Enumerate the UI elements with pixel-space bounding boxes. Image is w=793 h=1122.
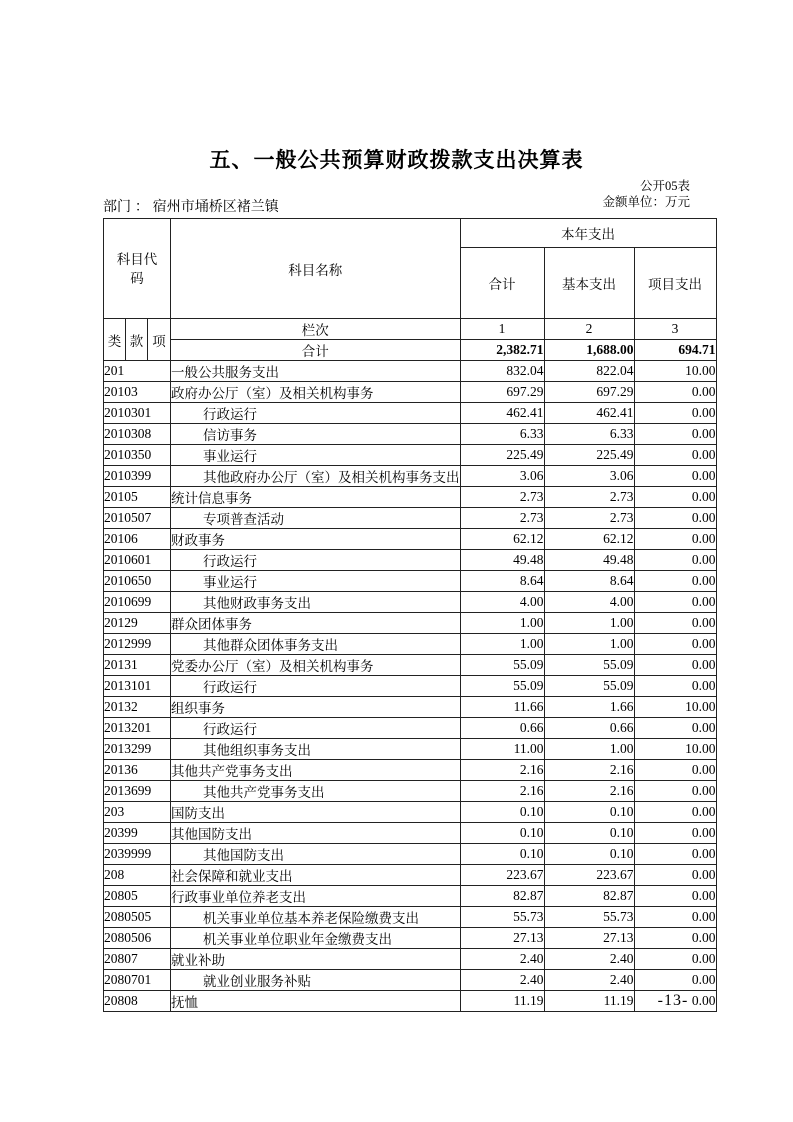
table-row <box>104 592 717 613</box>
basic-value-cell: 6.33 <box>544 424 634 445</box>
basic-value-cell: 0.10 <box>544 844 634 865</box>
table-row <box>104 403 717 424</box>
subject-name-cell: 行政运行 <box>171 676 461 697</box>
subject-code-cell: 20103 <box>104 382 171 403</box>
project-value-cell: 0.00 <box>634 991 716 1012</box>
total-value-cell: 3.06 <box>460 466 544 487</box>
basic-value-cell: 2.16 <box>544 781 634 802</box>
total-value-cell: 832.04 <box>460 361 544 382</box>
basic-value-cell: 27.13 <box>544 928 634 949</box>
basic-value-cell: 2.40 <box>544 949 634 970</box>
basic-value-cell: 2.73 <box>544 508 634 529</box>
subject-code-cell: 20808 <box>104 991 171 1012</box>
subject-name-cell: 组织事务 <box>171 697 461 718</box>
subject-code-cell: 2080505 <box>104 907 171 928</box>
project-value-cell: 10.00 <box>634 361 716 382</box>
project-value-cell: 0.00 <box>634 760 716 781</box>
basic-value-cell: 0.10 <box>544 823 634 844</box>
basic-value-cell: 1.66 <box>544 697 634 718</box>
subject-code-cell: 208 <box>104 865 171 886</box>
total-value-cell: 2.73 <box>460 487 544 508</box>
subject-code-cell: 2080701 <box>104 970 171 991</box>
table-row <box>104 571 717 592</box>
subject-name-cell: 一般公共服务支出 <box>171 361 461 382</box>
basic-value-cell: 55.09 <box>544 655 634 676</box>
table-row <box>104 928 717 949</box>
table-row <box>104 886 717 907</box>
project-value-cell: 0.00 <box>634 928 716 949</box>
basic-value-cell: 0.10 <box>544 802 634 823</box>
subject-name-cell: 事业运行 <box>171 571 461 592</box>
subject-name-cell: 信访事务 <box>171 424 461 445</box>
subject-code-cell: 20106 <box>104 529 171 550</box>
total-value-cell: 8.64 <box>460 571 544 592</box>
subject-name-cell: 抚恤 <box>171 991 461 1012</box>
column-number-2: 2 <box>544 319 634 340</box>
project-value-cell: 0.00 <box>634 655 716 676</box>
subject-name-cell: 事业运行 <box>171 445 461 466</box>
basic-value-cell: 3.06 <box>544 466 634 487</box>
basic-value-cell: 2.40 <box>544 970 634 991</box>
total-value-cell: 55.09 <box>460 676 544 697</box>
subject-name-cell: 行政事业单位养老支出 <box>171 886 461 907</box>
project-value-cell: 0.00 <box>634 508 716 529</box>
table-row <box>104 382 717 403</box>
table-row <box>104 487 717 508</box>
project-value-cell: 0.00 <box>634 970 716 991</box>
total-column-header: 合计 <box>460 248 544 319</box>
subject-name-cell: 其他国防支出 <box>171 844 461 865</box>
project-value-cell: 0.00 <box>634 844 716 865</box>
table-row <box>104 781 717 802</box>
project-value-cell: 0.00 <box>634 949 716 970</box>
subject-name-cell: 统计信息事务 <box>171 487 461 508</box>
subject-code-cell: 2080506 <box>104 928 171 949</box>
project-value-cell: 10.00 <box>634 739 716 760</box>
table-row <box>104 550 717 571</box>
table-row <box>104 865 717 886</box>
subject-code-cell: 2013101 <box>104 676 171 697</box>
grand-total-basic: 1,688.00 <box>544 340 634 361</box>
project-value-cell: 0.00 <box>634 550 716 571</box>
table-meta <box>602 178 690 210</box>
budget-table <box>103 218 717 1012</box>
subject-code-cell: 2010308 <box>104 424 171 445</box>
subject-code-cell: 2010699 <box>104 592 171 613</box>
project-value-cell: 0.00 <box>634 382 716 403</box>
table-row <box>104 445 717 466</box>
project-value-cell: 0.00 <box>634 634 716 655</box>
project-value-cell: 10.00 <box>634 697 716 718</box>
project-value-cell: 0.00 <box>634 571 716 592</box>
project-value-cell: 0.00 <box>634 886 716 907</box>
total-value-cell: 62.12 <box>460 529 544 550</box>
project-value-cell: 0.00 <box>634 592 716 613</box>
table-row <box>104 970 717 991</box>
basic-value-cell: 223.67 <box>544 865 634 886</box>
project-value-cell: 0.00 <box>634 466 716 487</box>
subject-code-cell: 20805 <box>104 886 171 907</box>
subject-code-cell: 2013201 <box>104 718 171 739</box>
total-value-cell: 0.10 <box>460 823 544 844</box>
total-value-cell: 697.29 <box>460 382 544 403</box>
subject-code-cell: 203 <box>104 802 171 823</box>
table-row <box>104 466 717 487</box>
table-row <box>104 655 717 676</box>
total-value-cell: 11.00 <box>460 739 544 760</box>
basic-value-cell: 1.00 <box>544 613 634 634</box>
project-value-cell: 0.00 <box>634 718 716 739</box>
subject-code-cell: 2010350 <box>104 445 171 466</box>
table-row <box>104 424 717 445</box>
basic-value-cell: 11.19 <box>544 991 634 1012</box>
project-value-cell: 0.00 <box>634 802 716 823</box>
basic-value-cell: 62.12 <box>544 529 634 550</box>
total-value-cell: 2.16 <box>460 760 544 781</box>
table-row <box>104 844 717 865</box>
subject-code-cell: 20131 <box>104 655 171 676</box>
grand-total-project: 694.71 <box>634 340 716 361</box>
total-value-cell: 1.00 <box>460 613 544 634</box>
subject-code-cell: 2010507 <box>104 508 171 529</box>
basic-value-cell: 55.09 <box>544 676 634 697</box>
subject-code-cell: 20399 <box>104 823 171 844</box>
subject-name-cell: 行政运行 <box>171 550 461 571</box>
table-row <box>104 991 717 1012</box>
table-row <box>104 508 717 529</box>
basic-value-cell: 2.16 <box>544 760 634 781</box>
total-value-cell: 2.73 <box>460 508 544 529</box>
column-index-label: 栏次 <box>171 319 461 340</box>
project-value-cell: 0.00 <box>634 403 716 424</box>
basic-value-cell: 4.00 <box>544 592 634 613</box>
subject-name-header: 科目名称 <box>171 219 461 319</box>
subject-code-cell: 2012999 <box>104 634 171 655</box>
table-head-section <box>104 219 717 361</box>
basic-value-cell: 697.29 <box>544 382 634 403</box>
basic-value-cell: 0.66 <box>544 718 634 739</box>
subject-code-cell: 2013299 <box>104 739 171 760</box>
project-value-cell: 0.00 <box>634 676 716 697</box>
total-value-cell: 27.13 <box>460 928 544 949</box>
current-year-expenditure-header: 本年支出 <box>460 219 716 248</box>
project-value-cell: 0.00 <box>634 445 716 466</box>
item-header: 项 <box>148 319 171 361</box>
subject-code-cell: 2010601 <box>104 550 171 571</box>
total-value-cell: 0.66 <box>460 718 544 739</box>
subject-code-header: 科目代码 <box>104 219 171 319</box>
total-value-cell: 0.10 <box>460 802 544 823</box>
total-value-cell: 1.00 <box>460 634 544 655</box>
page-number: -13- <box>657 992 689 1009</box>
subject-name-cell: 就业创业服务补贴 <box>171 970 461 991</box>
subject-name-cell: 行政运行 <box>171 718 461 739</box>
grand-total-label: 合计 <box>171 340 461 361</box>
subject-name-cell: 其他共产党事务支出 <box>171 781 461 802</box>
basic-value-cell: 2.73 <box>544 487 634 508</box>
subject-name-cell: 社会保障和就业支出 <box>171 865 461 886</box>
total-value-cell: 2.40 <box>460 970 544 991</box>
subject-name-cell: 行政运行 <box>171 403 461 424</box>
table-row <box>104 907 717 928</box>
table-body <box>104 361 717 1012</box>
column-index-row <box>104 319 717 340</box>
total-value-cell: 55.73 <box>460 907 544 928</box>
subject-name-cell: 党委办公厅（室）及相关机构事务 <box>171 655 461 676</box>
subject-name-cell: 其他组织事务支出 <box>171 739 461 760</box>
table-row <box>104 529 717 550</box>
project-value-cell: 0.00 <box>634 907 716 928</box>
basic-value-cell: 82.87 <box>544 886 634 907</box>
project-expenditure-column-header: 项目支出 <box>634 248 716 319</box>
subject-code-cell: 20132 <box>104 697 171 718</box>
subject-code-cell: 2013699 <box>104 781 171 802</box>
project-value-cell: 0.00 <box>634 424 716 445</box>
basic-value-cell: 55.73 <box>544 907 634 928</box>
basic-expenditure-column-header: 基本支出 <box>544 248 634 319</box>
total-value-cell: 2.40 <box>460 949 544 970</box>
basic-value-cell: 225.49 <box>544 445 634 466</box>
basic-value-cell: 49.48 <box>544 550 634 571</box>
total-value-cell: 55.09 <box>460 655 544 676</box>
subject-name-cell: 其他国防支出 <box>171 823 461 844</box>
subject-name-cell: 机关事业单位基本养老保险缴费支出 <box>171 907 461 928</box>
total-value-cell: 223.67 <box>460 865 544 886</box>
total-value-cell: 49.48 <box>460 550 544 571</box>
project-value-cell: 0.00 <box>634 781 716 802</box>
subject-name-cell: 其他共产党事务支出 <box>171 760 461 781</box>
subject-name-cell: 国防支出 <box>171 802 461 823</box>
table-row <box>104 949 717 970</box>
subject-name-cell: 财政事务 <box>171 529 461 550</box>
header-row-top <box>104 219 717 248</box>
table-row <box>104 718 717 739</box>
total-value-cell: 82.87 <box>460 886 544 907</box>
subject-name-cell: 其他财政事务支出 <box>171 592 461 613</box>
total-value-cell: 225.49 <box>460 445 544 466</box>
subject-name-cell: 政府办公厅（室）及相关机构事务 <box>171 382 461 403</box>
grand-total-row <box>104 340 717 361</box>
page-title: 五、一般公共预算财政拨款支出决算表 <box>209 149 584 172</box>
subject-name-cell: 群众团体事务 <box>171 613 461 634</box>
subject-code-cell: 2010301 <box>104 403 171 424</box>
subject-code-cell: 201 <box>104 361 171 382</box>
subject-name-cell: 其他群众团体事务支出 <box>171 634 461 655</box>
total-value-cell: 11.19 <box>460 991 544 1012</box>
table-row <box>104 361 717 382</box>
subject-name-cell: 机关事业单位职业年金缴费支出 <box>171 928 461 949</box>
total-value-cell: 6.33 <box>460 424 544 445</box>
class-header: 类 <box>104 319 126 361</box>
subject-name-cell: 就业补助 <box>171 949 461 970</box>
table-row <box>104 739 717 760</box>
column-number-3: 3 <box>634 319 716 340</box>
subject-code-cell: 2039999 <box>104 844 171 865</box>
subject-code-cell: 2010650 <box>104 571 171 592</box>
subject-code-cell: 20136 <box>104 760 171 781</box>
subject-code-cell: 20129 <box>104 613 171 634</box>
subject-name-cell: 专项普查活动 <box>171 508 461 529</box>
basic-value-cell: 8.64 <box>544 571 634 592</box>
total-value-cell: 11.66 <box>460 697 544 718</box>
subject-code-cell: 20807 <box>104 949 171 970</box>
total-value-cell: 462.41 <box>460 403 544 424</box>
table-row <box>104 676 717 697</box>
basic-value-cell: 462.41 <box>544 403 634 424</box>
basic-value-cell: 1.00 <box>544 634 634 655</box>
project-value-cell: 0.00 <box>634 823 716 844</box>
table-row <box>104 802 717 823</box>
table-row <box>104 697 717 718</box>
total-value-cell: 2.16 <box>460 781 544 802</box>
project-value-cell: 0.00 <box>634 865 716 886</box>
table-row <box>104 613 717 634</box>
section-header: 款 <box>126 319 148 361</box>
column-number-1: 1 <box>460 319 544 340</box>
total-value-cell: 0.10 <box>460 844 544 865</box>
project-value-cell: 0.00 <box>634 487 716 508</box>
form-code-label: 公开05表 <box>639 179 690 193</box>
project-value-cell: 0.00 <box>634 529 716 550</box>
subject-name-cell: 其他政府办公厅（室）及相关机构事务支出 <box>171 466 461 487</box>
grand-total-total: 2,382.71 <box>460 340 544 361</box>
basic-value-cell: 1.00 <box>544 739 634 760</box>
table-row <box>104 760 717 781</box>
total-value-cell: 4.00 <box>460 592 544 613</box>
subject-code-cell: 20105 <box>104 487 171 508</box>
subject-code-cell: 2010399 <box>104 466 171 487</box>
basic-value-cell: 822.04 <box>544 361 634 382</box>
table-row <box>104 634 717 655</box>
project-value-cell: 0.00 <box>634 613 716 634</box>
department-line: 部门 ： 宿州市埇桥区褚兰镇 <box>103 198 279 214</box>
table-row <box>104 823 717 844</box>
unit-label: 金额单位：万元 <box>602 195 690 209</box>
